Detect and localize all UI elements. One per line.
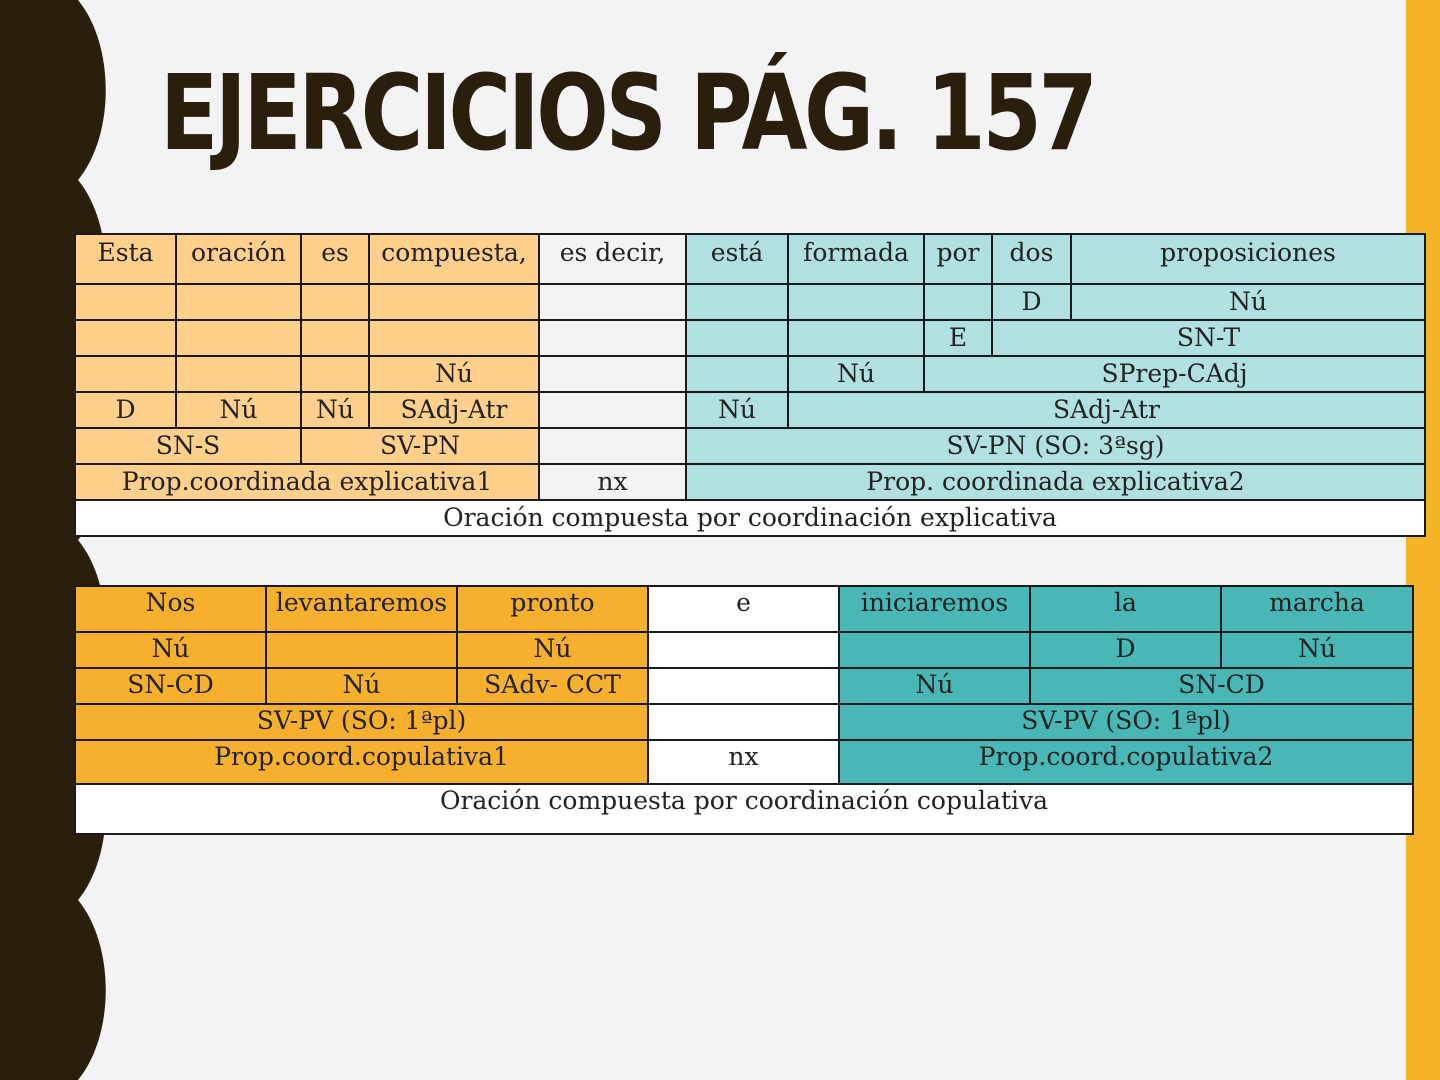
analysis-cell: Nú <box>1221 632 1413 668</box>
word-cell: levantaremos <box>266 586 457 632</box>
empty-cell <box>369 320 539 356</box>
analysis-cell: SAdv- CCT <box>457 668 648 704</box>
word-cell: proposiciones <box>1071 234 1425 284</box>
empty-cell <box>648 704 839 740</box>
word-cell: Esta <box>75 234 176 284</box>
table-row <box>75 464 1425 500</box>
word-cell: formada <box>788 234 924 284</box>
empty-cell <box>301 320 369 356</box>
table-row <box>75 500 1425 536</box>
analysis-cell: D <box>75 392 176 428</box>
empty-cell <box>686 320 788 356</box>
analysis-cell: SN-CD <box>75 668 266 704</box>
empty-cell <box>686 284 788 320</box>
analysis-cell: Nú <box>369 356 539 392</box>
analysis-cell: D <box>992 284 1071 320</box>
empty-cell <box>301 356 369 392</box>
empty-cell <box>75 320 176 356</box>
analysis-cell: D <box>1030 632 1221 668</box>
table-row <box>75 428 1425 464</box>
table-row <box>75 234 1425 284</box>
table-row <box>75 784 1413 834</box>
empty-cell <box>788 284 924 320</box>
analysis-cell: SN-S <box>75 428 301 464</box>
analysis-cell: Nú <box>788 356 924 392</box>
word-cell: dos <box>992 234 1071 284</box>
empty-cell <box>539 356 686 392</box>
analysis-cell: SV-PN <box>301 428 539 464</box>
empty-cell <box>539 284 686 320</box>
analysis-cell: SAdj-Atr <box>369 392 539 428</box>
sentence-type-cell: Oración compuesta por coordinación explicativa <box>75 500 1425 536</box>
word-cell: marcha <box>1221 586 1413 632</box>
table-row <box>75 356 1425 392</box>
table-row <box>75 320 1425 356</box>
empty-cell <box>539 428 686 464</box>
analysis-cell: Nú <box>176 392 301 428</box>
analysis-cell: SN-T <box>992 320 1425 356</box>
empty-cell <box>176 284 301 320</box>
empty-cell <box>539 392 686 428</box>
empty-cell <box>75 356 176 392</box>
empty-cell <box>369 284 539 320</box>
empty-cell <box>539 320 686 356</box>
empty-cell <box>648 632 839 668</box>
analysis-cell: Nú <box>457 632 648 668</box>
analysis-cell: SV-PV (SO: 1ªpl) <box>75 704 648 740</box>
table-row <box>75 740 1413 784</box>
table-row <box>75 392 1425 428</box>
word-cell: pronto <box>457 586 648 632</box>
empty-cell <box>788 320 924 356</box>
analysis-cell: SV-PN (SO: 3ªsg) <box>686 428 1425 464</box>
analysis-cell: SN-CD <box>1030 668 1413 704</box>
analysis-table-explicativa <box>74 233 1426 537</box>
analysis-cell: Nú <box>839 668 1030 704</box>
analysis-table-copulativa <box>74 585 1414 835</box>
empty-cell <box>648 668 839 704</box>
word-cell: está <box>686 234 788 284</box>
analysis-cell: Nú <box>301 392 369 428</box>
empty-cell <box>301 284 369 320</box>
proposition-cell: Prop.coordinada explicativa1 <box>75 464 539 500</box>
decorative-wave-band <box>0 0 120 1080</box>
word-cell: iniciaremos <box>839 586 1030 632</box>
word-cell: la <box>1030 586 1221 632</box>
word-cell: compuesta, <box>369 234 539 284</box>
word-cell: e <box>648 586 839 632</box>
empty-cell <box>686 356 788 392</box>
analysis-cell: Nú <box>1071 284 1425 320</box>
empty-cell <box>176 356 301 392</box>
proposition-cell: Prop.coord.copulativa2 <box>839 740 1413 784</box>
proposition-cell: Prop. coordinada explicativa2 <box>686 464 1425 500</box>
accent-bar <box>1406 0 1440 1080</box>
word-cell: es decir, <box>539 234 686 284</box>
empty-cell <box>176 320 301 356</box>
analysis-cell: Nú <box>266 668 457 704</box>
word-cell: por <box>924 234 992 284</box>
word-cell: es <box>301 234 369 284</box>
analysis-cell: SAdj-Atr <box>788 392 1425 428</box>
word-cell: oración <box>176 234 301 284</box>
analysis-cell: SV-PV (SO: 1ªpl) <box>839 704 1413 740</box>
analysis-cell: Nú <box>686 392 788 428</box>
table-row <box>75 704 1413 740</box>
empty-cell <box>266 632 457 668</box>
nexo-cell: nx <box>539 464 686 500</box>
table-row <box>75 586 1413 632</box>
word-cell: Nos <box>75 586 266 632</box>
sentence-type-cell: Oración compuesta por coordinación copulativa <box>75 784 1413 834</box>
table-row <box>75 632 1413 668</box>
table-row <box>75 668 1413 704</box>
analysis-cell: Nú <box>75 632 266 668</box>
proposition-cell: Prop.coord.copulativa1 <box>75 740 648 784</box>
empty-cell <box>75 284 176 320</box>
page-title: EJERCICIOS PÁG. 157 <box>160 52 1095 174</box>
table-row <box>75 284 1425 320</box>
empty-cell <box>839 632 1030 668</box>
analysis-cell: SPrep-CAdj <box>924 356 1425 392</box>
analysis-cell: E <box>924 320 992 356</box>
nexo-cell: nx <box>648 740 839 784</box>
empty-cell <box>924 284 992 320</box>
